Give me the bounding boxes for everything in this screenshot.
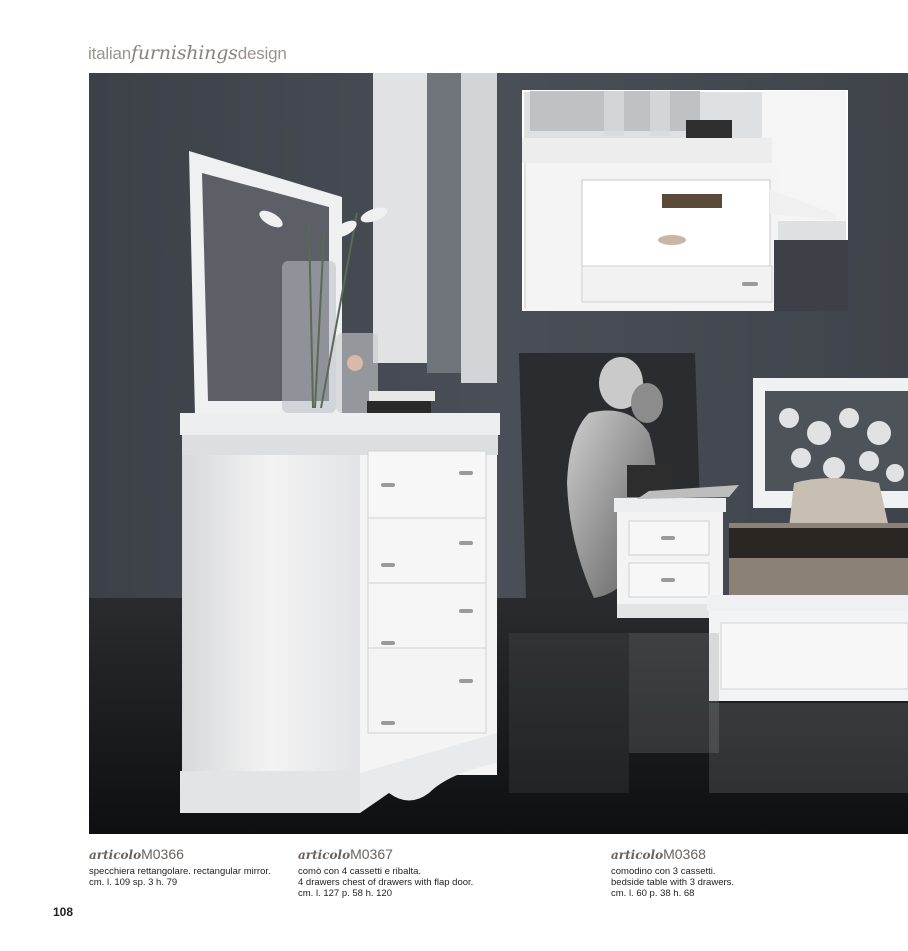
item-m0368: [611, 846, 734, 899]
page-number: 108: [53, 905, 74, 919]
item-description-it: comodino con 3 cassetti.: [611, 866, 716, 877]
article-code: M0367: [350, 846, 393, 862]
article-label: articolo: [611, 848, 664, 862]
item-description-en: bedside table with 3 drawers.: [611, 877, 735, 888]
item-description: specchiera rettangolare. rectangular mirror.: [89, 866, 271, 877]
item-heading: [298, 846, 473, 865]
item-dimensions: cm. l. 60 p. 38 h. 68: [611, 888, 695, 899]
article-label: articolo: [89, 848, 142, 862]
brand-word-furnishings: furnishings: [131, 42, 238, 64]
inset-photo: [522, 90, 848, 311]
brand-word-italian: italian: [88, 44, 132, 63]
chest-of-drawers-illustration: [180, 413, 500, 813]
main-photo: [89, 73, 908, 834]
brand-header: [88, 42, 287, 64]
brand-word-design: design: [237, 44, 287, 63]
item-dimensions: cm. l. 127 p. 58 h. 120: [298, 888, 393, 899]
article-code: M0366: [141, 846, 184, 862]
item-description-it: comò con 4 cassetti e ribalta.: [298, 866, 422, 877]
item-m0366: [89, 846, 271, 888]
item-description-en: 4 drawers chest of drawers with flap door.: [298, 877, 474, 888]
item-dimensions: cm. l. 109 sp. 3 h. 79: [89, 877, 178, 888]
item-m0367: [298, 846, 473, 899]
bedroom-scene-illustration: [89, 73, 908, 834]
article-label: articolo: [298, 848, 351, 862]
article-code: M0368: [663, 846, 706, 862]
item-heading: [611, 846, 734, 865]
item-heading: [89, 846, 271, 865]
